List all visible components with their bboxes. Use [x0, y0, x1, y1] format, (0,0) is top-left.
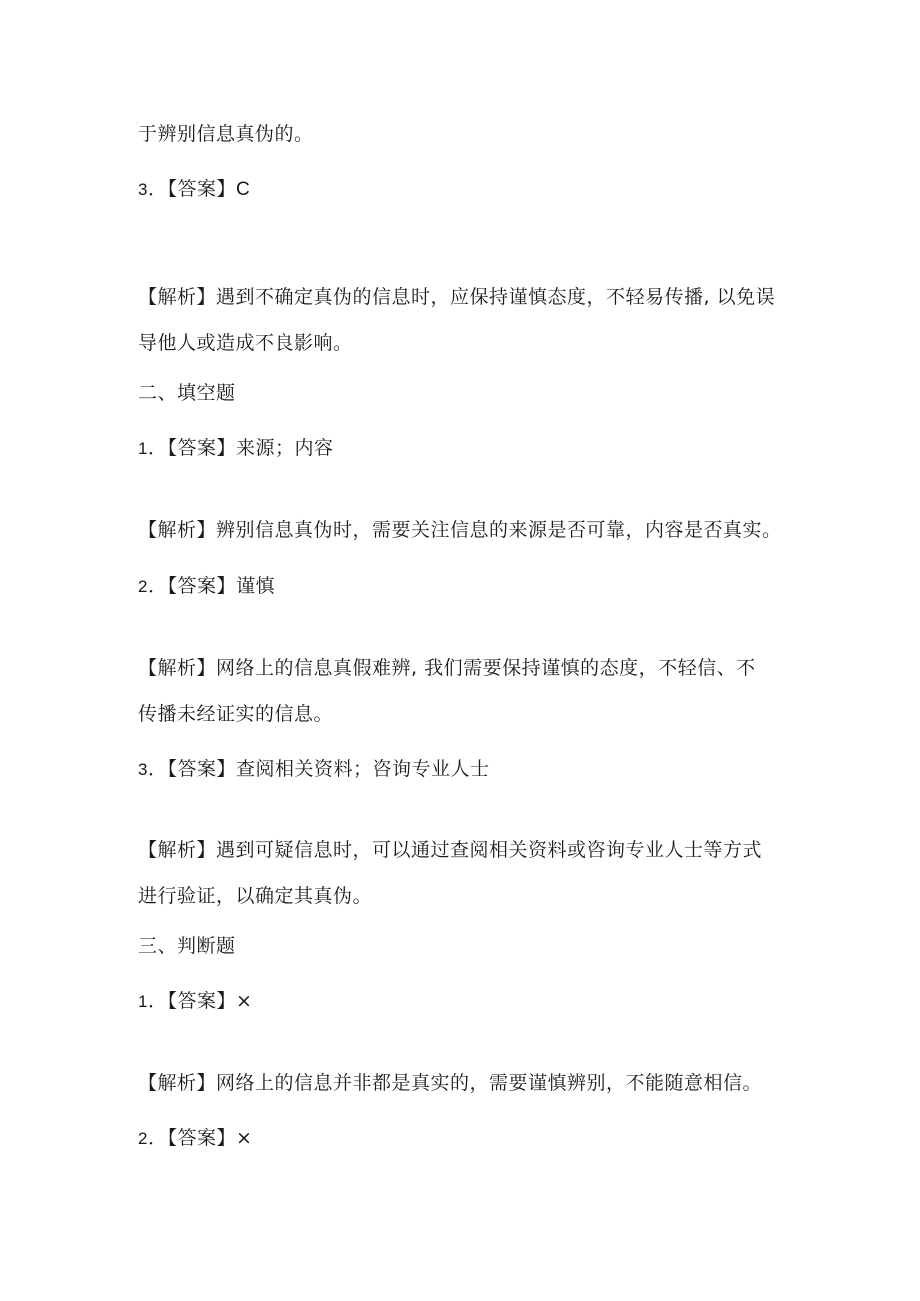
explanation-line: 【解析】遇到可疑信息时，可以通过查阅相关资料或咨询专业人士等方式 [138, 839, 763, 861]
answer-line [138, 176, 250, 203]
answer-value: × [235, 990, 253, 1012]
question-number: 3 [138, 180, 148, 199]
answer-value: 查阅相关资料；咨询专业人士 [235, 758, 490, 780]
explanation-line: 【解析】遇到不确定真伪的信息时，应保持谨慎态度，不轻易传播, 以免误 [138, 286, 776, 308]
answer-value: 谨慎 [235, 575, 275, 597]
answer-label: ．【答案】 [147, 575, 236, 597]
question-number: 1 [138, 439, 148, 458]
question-number: 2 [138, 1129, 148, 1148]
answer-value: 来源；内容 [235, 437, 334, 459]
explanation-line: 【解析】网络上的信息真假难辨, 我们需要保持谨慎的态度，不轻信、不 [138, 657, 756, 679]
answer-line [138, 435, 334, 462]
question-number: 1 [138, 992, 148, 1011]
answer-line [138, 988, 252, 1015]
answer-line [138, 573, 275, 600]
section-heading: 三、判断题 [138, 935, 236, 957]
answer-value: C [235, 179, 251, 200]
answer-line [138, 756, 490, 783]
question-number: 2 [138, 577, 148, 596]
answer-label: ．【答案】 [147, 178, 236, 200]
explanation-line: 【解析】网络上的信息并非都是真实的，需要谨慎辨别，不能随意相信。 [138, 1072, 763, 1094]
answer-label: ．【答案】 [147, 990, 236, 1012]
answer-label: ．【答案】 [147, 437, 236, 459]
answer-label: ．【答案】 [147, 758, 236, 780]
answer-label: ．【答案】 [147, 1127, 236, 1149]
explanation-line: 【解析】辨别信息真伪时，需要关注信息的来源是否可靠，内容是否真实。 [138, 519, 782, 541]
answer-value: × [235, 1127, 253, 1149]
explanation-line: 导他人或造成不良影响。 [138, 332, 353, 354]
explanation-line: 进行验证，以确定其真伪。 [138, 885, 373, 907]
explanation-line: 传播未经证实的信息。 [138, 703, 334, 725]
text-line: 于辨别信息真伪的。 [138, 123, 314, 145]
question-number: 3 [138, 760, 148, 779]
answer-line [138, 1125, 252, 1152]
section-heading: 二、填空题 [138, 382, 236, 404]
